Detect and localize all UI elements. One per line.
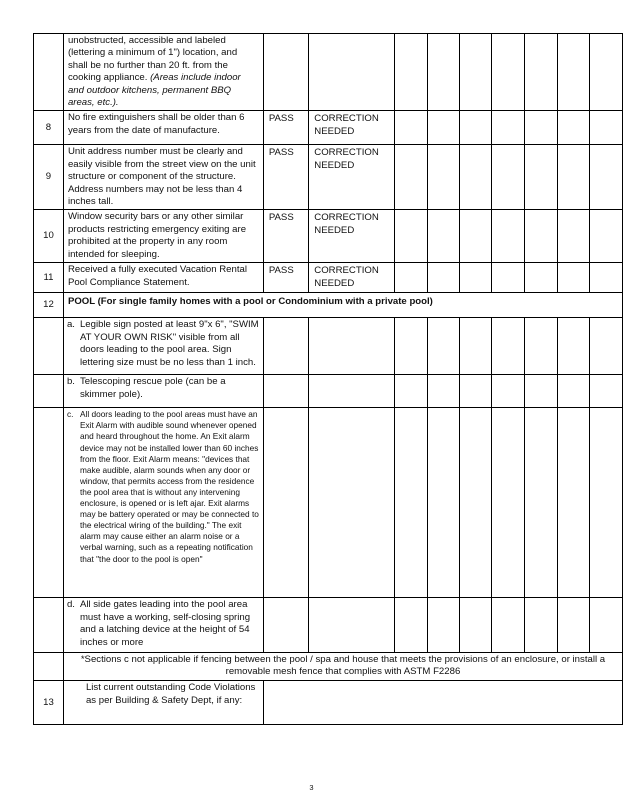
- check-cell[interactable]: [557, 318, 589, 375]
- correction-needed-label[interactable]: CORRECTION NEEDED: [309, 145, 394, 210]
- item-description: No fire extinguishers shall be older than 6 years from the date of manufacture.: [63, 111, 263, 145]
- row-number: [34, 318, 64, 375]
- check-cell[interactable]: [557, 375, 589, 408]
- sub-item-a: [63, 318, 263, 375]
- check-cell[interactable]: [589, 210, 622, 263]
- checklist-table: [33, 33, 623, 725]
- sub-item-b: [63, 375, 263, 408]
- check-cell[interactable]: [460, 210, 492, 263]
- pass-cell[interactable]: [263, 34, 308, 111]
- item-description: List current outstanding Code Violations as per Building & Safety Dept, if any:: [63, 681, 263, 725]
- check-cell[interactable]: [394, 145, 427, 210]
- check-cell[interactable]: [427, 598, 459, 653]
- table-row: [34, 408, 623, 598]
- check-cell[interactable]: [460, 263, 492, 293]
- pass-cell[interactable]: [263, 598, 308, 653]
- code-violations-field[interactable]: [263, 681, 622, 725]
- row-number: 9: [34, 145, 64, 210]
- check-cell[interactable]: [460, 34, 492, 111]
- correction-cell[interactable]: [309, 408, 394, 598]
- check-cell[interactable]: [460, 145, 492, 210]
- row-number: [34, 598, 64, 653]
- item-description: Received a fully executed Vacation Rental Pool Compliance Statement.: [63, 263, 263, 293]
- table-row: [34, 34, 623, 111]
- sub-letter: b.: [66, 376, 75, 388]
- sub-item-c: [63, 408, 263, 598]
- check-cell[interactable]: [525, 34, 557, 111]
- check-cell[interactable]: [589, 375, 622, 408]
- correction-needed-label[interactable]: CORRECTION NEEDED: [309, 111, 394, 145]
- check-cell[interactable]: [427, 263, 459, 293]
- correction-cell[interactable]: [309, 318, 394, 375]
- table-row: [34, 681, 623, 725]
- check-cell[interactable]: [394, 263, 427, 293]
- check-cell[interactable]: [492, 408, 525, 598]
- check-cell[interactable]: [492, 598, 525, 653]
- check-cell[interactable]: [589, 34, 622, 111]
- table-row: [34, 293, 623, 318]
- check-cell[interactable]: [589, 408, 622, 598]
- check-cell[interactable]: [492, 263, 525, 293]
- row-number: 8: [34, 111, 64, 145]
- item-text: Legible sign posted at least 9"x 6", "SWIM AT YOUR OWN RISK" visible from all doors leading to the pool area. Sign lettering size must be no less than 1 inch.: [79, 319, 259, 368]
- row-number: [34, 375, 64, 408]
- check-cell[interactable]: [394, 408, 427, 598]
- pass-label[interactable]: PASS: [263, 145, 308, 210]
- check-cell[interactable]: [589, 145, 622, 210]
- table-row: [34, 210, 623, 263]
- pass-cell[interactable]: [263, 375, 308, 408]
- check-cell[interactable]: [557, 408, 589, 598]
- check-cell[interactable]: [460, 598, 492, 653]
- pass-cell[interactable]: [263, 408, 308, 598]
- check-cell[interactable]: [525, 210, 557, 263]
- section-c-note: *Sections c not applicable if fencing between the pool / spa and house that meets the provisions of an enclosure, or install a removable mesh fence that complies with ASTM F2286: [63, 653, 622, 681]
- check-cell[interactable]: [460, 375, 492, 408]
- check-cell[interactable]: [427, 408, 459, 598]
- table-row: [34, 653, 623, 681]
- check-cell[interactable]: [525, 598, 557, 653]
- check-cell[interactable]: [394, 210, 427, 263]
- row-number: [34, 408, 64, 598]
- check-cell[interactable]: [525, 145, 557, 210]
- check-cell[interactable]: [589, 598, 622, 653]
- check-cell[interactable]: [427, 375, 459, 408]
- pass-label[interactable]: PASS: [263, 263, 308, 293]
- check-cell[interactable]: [427, 111, 459, 145]
- row-number: [34, 653, 64, 681]
- check-cell[interactable]: [394, 318, 427, 375]
- row-number: [34, 34, 64, 111]
- check-cell[interactable]: [394, 34, 427, 111]
- table-row: [34, 263, 623, 293]
- check-cell[interactable]: [394, 375, 427, 408]
- item-text: Telescoping rescue pole (can be a skimmer pole).: [79, 376, 226, 400]
- row-number: 10: [34, 210, 64, 263]
- check-cell[interactable]: [557, 263, 589, 293]
- check-cell[interactable]: [589, 318, 622, 375]
- page-number: 3: [309, 783, 314, 792]
- table-row: [34, 598, 623, 653]
- check-cell[interactable]: [525, 318, 557, 375]
- sub-letter: d.: [66, 599, 75, 611]
- item-description: Window security bars or any other similar products restricting emergency exiting are prohibited at the property in any room intended for sleeping.: [63, 210, 263, 263]
- check-cell[interactable]: [492, 111, 525, 145]
- pass-label[interactable]: PASS: [263, 210, 308, 263]
- check-cell[interactable]: [525, 375, 557, 408]
- correction-cell[interactable]: [309, 598, 394, 653]
- sub-item-d: [63, 598, 263, 653]
- row-number: 11: [34, 263, 64, 293]
- check-cell[interactable]: [589, 111, 622, 145]
- check-cell[interactable]: [492, 375, 525, 408]
- check-cell[interactable]: [394, 111, 427, 145]
- correction-needed-label[interactable]: CORRECTION NEEDED: [309, 263, 394, 293]
- check-cell[interactable]: [492, 318, 525, 375]
- check-cell[interactable]: [557, 210, 589, 263]
- item-description: [63, 34, 263, 111]
- check-cell[interactable]: [492, 210, 525, 263]
- check-cell[interactable]: [557, 598, 589, 653]
- check-cell[interactable]: [589, 263, 622, 293]
- check-cell[interactable]: [394, 598, 427, 653]
- inspection-checklist: [33, 33, 623, 725]
- check-cell[interactable]: [460, 408, 492, 598]
- check-cell[interactable]: [427, 210, 459, 263]
- check-cell[interactable]: [525, 408, 557, 598]
- check-cell[interactable]: [557, 145, 589, 210]
- row-number: 13: [34, 681, 64, 725]
- table-row: [34, 318, 623, 375]
- check-cell[interactable]: [557, 34, 589, 111]
- pass-cell[interactable]: [263, 318, 308, 375]
- item-italic-note: (Areas include indoor and outdoor kitchens, permanent BBQ areas, etc.).: [67, 72, 241, 109]
- item-text: All side gates leading into the pool area must have a working, self-closing spring and a latching device at the height of 54 inches or more: [79, 599, 251, 648]
- item-text: unobstructed, accessible and labeled (lettering a minimum of 1") location, and shall be no further than 20 ft. from the cooking appliance.: [67, 35, 238, 84]
- item-description: Unit address number must be clearly and easily visible from the street view on the unit structure or component of the structure. Address numbers may not be less than 4 inches tall.: [63, 145, 263, 210]
- correction-cell[interactable]: [309, 375, 394, 408]
- row-number: 12: [34, 293, 64, 318]
- item-text: All doors leading to the pool areas must have an Exit Alarm with audible sound whenever opened and heard throughout the home. An Exit alarm device may not be installed lower than 60 inches from the floor. Exit Alarm means: "devices that make audible, alarm sounds when any door or window, that permits access from the residence the pool area that is without any intervening enclosure, is opened or is left ajar. Exit alarms may be battery operated or may be connected to the electrical wiring of the building." The exit alarm may cause either an alarm noise or a verbal warning, such as a repeating notification that "the door to the pool is open": [79, 409, 259, 564]
- sub-letter: a.: [66, 319, 75, 331]
- pass-label[interactable]: PASS: [263, 111, 308, 145]
- table-row: [34, 375, 623, 408]
- check-cell[interactable]: [557, 111, 589, 145]
- sub-letter: c.: [66, 409, 74, 420]
- check-cell[interactable]: [525, 263, 557, 293]
- table-row: [34, 111, 623, 145]
- check-cell[interactable]: [427, 318, 459, 375]
- check-cell[interactable]: [492, 34, 525, 111]
- correction-needed-label[interactable]: CORRECTION NEEDED: [309, 210, 394, 263]
- check-cell[interactable]: [492, 145, 525, 210]
- check-cell[interactable]: [460, 111, 492, 145]
- check-cell[interactable]: [427, 145, 459, 210]
- check-cell[interactable]: [427, 34, 459, 111]
- check-cell[interactable]: [460, 318, 492, 375]
- table-row: [34, 145, 623, 210]
- pool-section-title: POOL (For single family homes with a pool or Condominium with a private pool): [63, 293, 622, 318]
- correction-cell[interactable]: [309, 34, 394, 111]
- check-cell[interactable]: [525, 111, 557, 145]
